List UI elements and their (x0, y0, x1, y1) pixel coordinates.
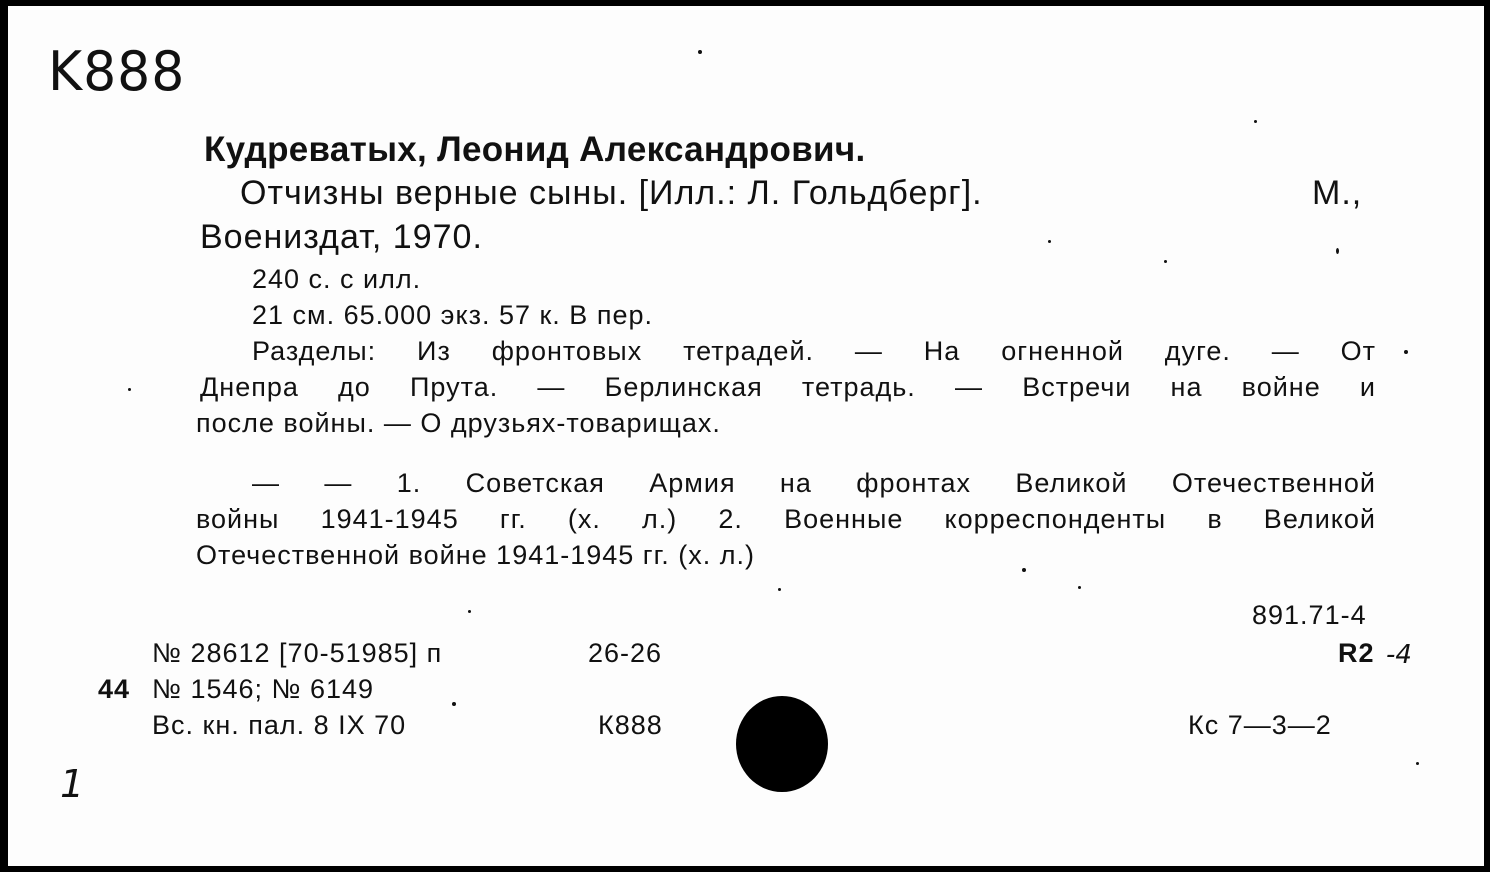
speck (1416, 762, 1419, 765)
handwritten-call-number: K888 (48, 40, 186, 104)
speck (1404, 350, 1408, 354)
publication-place: М., (1312, 174, 1363, 212)
registration-code: 26-26 (588, 638, 663, 668)
speck (1164, 260, 1167, 263)
contents-note-line-3: после войны. — О друзьях-товарищах. (196, 408, 721, 438)
punch-hole (736, 696, 828, 792)
speck (778, 588, 781, 591)
card-call-number: К888 (598, 710, 663, 740)
speck (1048, 240, 1051, 243)
copies-count: Кс 7—3—2 (1188, 710, 1332, 740)
handwritten-number: 1 (60, 762, 85, 806)
author-mark: R2 (1338, 638, 1375, 668)
subject-heading-line-3: Отечественной войне 1941-1945 гг. (х. л.) (196, 540, 755, 570)
speck (1336, 248, 1339, 254)
subject-heading-line-1: — — 1. Советская Армия на фронтах Великой Отечественной (252, 468, 1376, 498)
collation-size-price: 21 см. 65.000 экз. 57 к. В пер. (252, 300, 653, 330)
speck (1078, 586, 1081, 589)
title-statement: Отчизны верные сыны. [Илл.: Л. Гольдберг]. (240, 174, 983, 212)
contents-note-line-2: Днепра до Прута. — Берлинская тетрадь. — Встречи на войне и (200, 372, 1376, 402)
subject-heading-line-2: войны 1941-1945 гг. (х. л.) 2. Военные корреспонденты в Великой (196, 504, 1376, 534)
speck (128, 388, 131, 391)
speck (698, 50, 702, 54)
speck (1022, 568, 1026, 572)
chamber-prefix: 44 (98, 674, 131, 704)
chamber-numbers: № 1546; № 6149 (152, 674, 375, 704)
speck (452, 702, 456, 706)
contents-note-line-1: Разделы: Из фронтовых тетрадей. — На огненной дуге. — От (252, 336, 1376, 366)
speck (468, 610, 471, 613)
handwritten-author-mark-suffix: -4 (1386, 640, 1412, 670)
author-heading: Кудреватых, Леонид Александрович. (204, 130, 866, 169)
collation-pages: 240 с. с илл. (252, 264, 422, 294)
book-chamber-date: Вс. кн. пал. 8 IX 70 (152, 710, 407, 740)
speck (1254, 120, 1257, 123)
publisher-year: Воениздат, 1970. (200, 218, 483, 256)
classification-number: 891.71-4 (1252, 600, 1367, 630)
registration-number: № 28612 [70-51985] п (152, 638, 443, 668)
